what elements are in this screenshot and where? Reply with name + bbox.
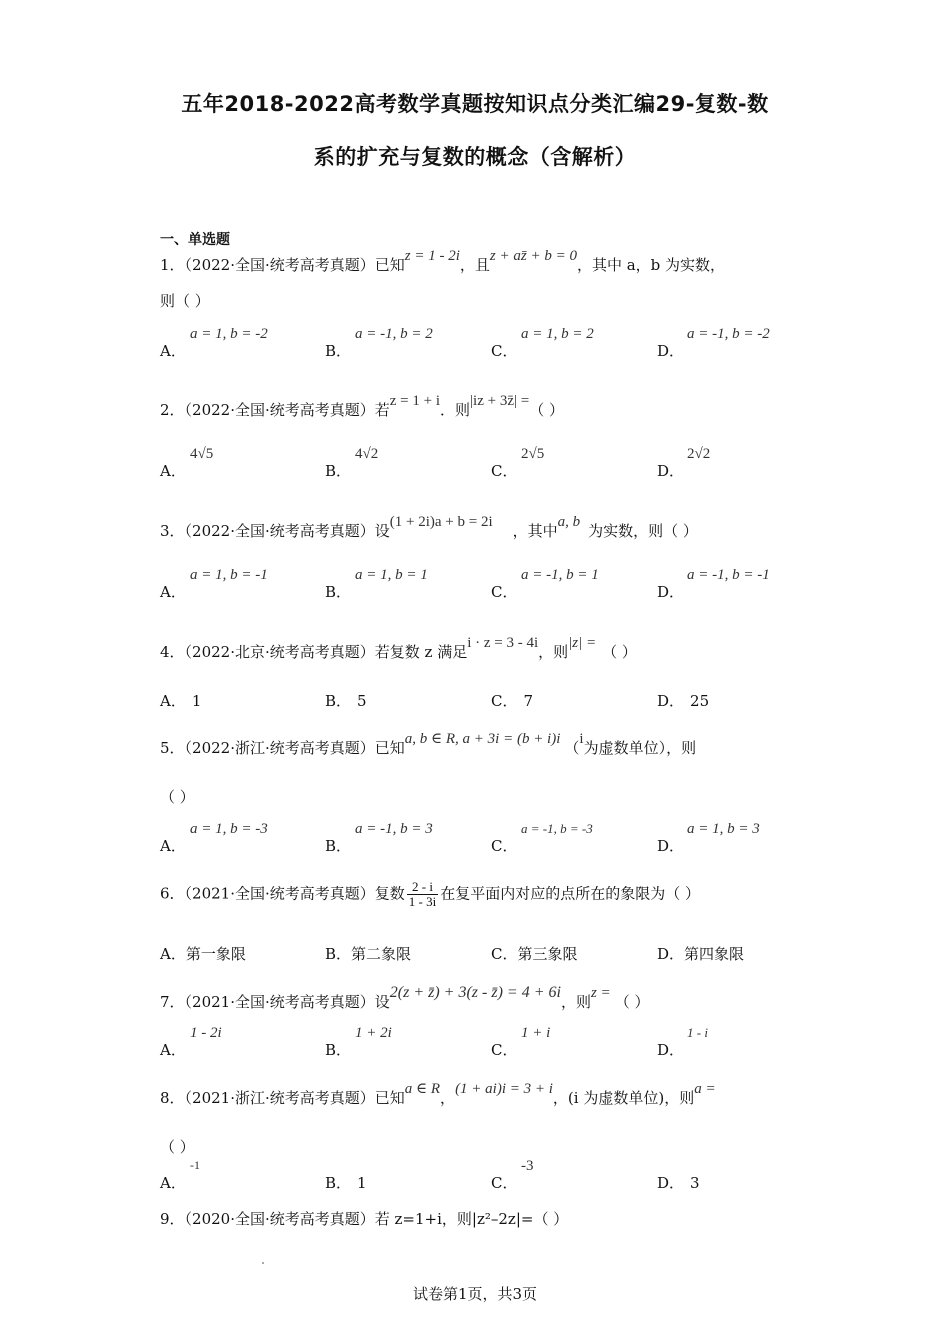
question-4: 4．（2022·北京·统考高考真题）若复数 z 满足i · z = 3 - 4i，则|z| = （ ） — [160, 635, 637, 661]
scan-mark — [262, 1262, 264, 1264]
q7-option-a[interactable]: A． 1 - 2i — [160, 1025, 222, 1059]
section-heading: 一、单选题 — [160, 232, 230, 248]
q8-option-a[interactable]: A． -1 — [160, 1158, 200, 1192]
q1-option-a[interactable]: A． a = 1, b = -2 — [160, 326, 268, 360]
q4-option-b[interactable]: B． 5 — [325, 692, 367, 710]
q6-option-d[interactable]: D．第四象限 — [657, 945, 745, 963]
q5-option-d[interactable]: D． a = 1, b = 3 — [657, 821, 760, 855]
q6-option-b[interactable]: B．第二象限 — [325, 945, 412, 963]
question-1-cont: 则（ ） — [160, 292, 210, 310]
q1-option-b[interactable]: B． a = -1, b = 2 — [325, 326, 433, 360]
q1-option-c[interactable]: C． a = 1, b = 2 — [491, 326, 594, 360]
question-8: 8．（2021·浙江·统考高考真题）已知a ∈ R，(1 + ai)i = 3 + i，(i 为虚数单位)，则a = — [160, 1081, 716, 1107]
q1-option-d[interactable]: D． a = -1, b = -2 — [657, 326, 770, 360]
q4-option-c[interactable]: C． 7 — [491, 692, 534, 710]
question-9: 9．（2020·全国·统考高考真题）若 z=1+i，则|z²–2z|=（ ） — [160, 1210, 569, 1228]
q2-option-c[interactable]: C． 2√5 — [491, 446, 545, 480]
q4-option-a[interactable]: A． 1 — [160, 692, 202, 710]
question-5: 5．（2022·浙江·统考高考真题）已知a, b ∈ R, a + 3i = (b + i)i （i为虚数单位），则 — [160, 731, 697, 757]
q6-option-a[interactable]: A．第一象限 — [160, 945, 246, 963]
question-3: 3．（2022·全国·统考高考真题）设(1 + 2i)a + b = 2i ，其中a, b 为实数，则（ ） — [160, 514, 698, 540]
q4-option-d[interactable]: D． 25 — [657, 692, 710, 710]
q7-option-b[interactable]: B． 1 + 2i — [325, 1025, 392, 1059]
q5-option-a[interactable]: A． a = 1, b = -3 — [160, 821, 268, 855]
q3-option-b[interactable]: B． a = 1, b = 1 — [325, 567, 428, 601]
q2-option-b[interactable]: B． 4√2 — [325, 446, 379, 480]
page-footer: 试卷第1页，共3页 — [412, 1285, 538, 1303]
q5-option-b[interactable]: B． a = -1, b = 3 — [325, 821, 433, 855]
q6-option-c[interactable]: C．第三象限 — [491, 945, 578, 963]
q7-option-d[interactable]: D． 1 - i — [657, 1025, 708, 1059]
q7-option-c[interactable]: C． 1 + i — [491, 1025, 551, 1059]
title-line-1: 五年2018-2022高考数学真题按知识点分类汇编29-复数-数 — [181, 92, 769, 116]
q8-option-d[interactable]: D． 3 — [657, 1174, 700, 1192]
question-2: 2．（2022·全国·统考高考真题）若z = 1 + i．则|iz + 3z̄| =（ ） — [160, 393, 564, 419]
question-6: 6．（2021·全国·统考高考真题）复数 $\frac{2 - i}{1 - 3i}$ 在复平面内对应的点所在的象限为（ ） — [160, 879, 700, 909]
q2-option-d[interactable]: D． 2√2 — [657, 446, 711, 480]
question-5-cont: （ ） — [160, 788, 195, 806]
q2-option-a[interactable]: A． 4√5 — [160, 446, 214, 480]
complex-fraction: $\frac{2 - i}{1 - 3i}$ — [408, 879, 437, 909]
q3-option-d[interactable]: D． a = -1, b = -1 — [657, 567, 770, 601]
title-line-2: 系的扩充与复数的概念（含解析） — [313, 145, 637, 169]
q3-option-c[interactable]: C． a = -1, b = 1 — [491, 567, 599, 601]
q5-option-c[interactable]: C． a = -1, b = -3 — [491, 821, 593, 855]
q8-option-b[interactable]: B． 1 — [325, 1174, 367, 1192]
question-7: 7．（2021·全国·统考高考真题）设2(z + z̄) + 3(z - z̄) = 4 + 6i，则z = （ ） — [160, 984, 650, 1011]
q3-option-a[interactable]: A． a = 1, b = -1 — [160, 567, 268, 601]
q8-option-c[interactable]: C． -3 — [491, 1158, 534, 1192]
question-1: 1．（2022·全国·统考高考真题）已知z = 1 - 2i，且z + az̄ + b = 0，其中 a，b 为实数， — [160, 248, 726, 274]
question-8-cont: （ ） — [160, 1138, 195, 1156]
